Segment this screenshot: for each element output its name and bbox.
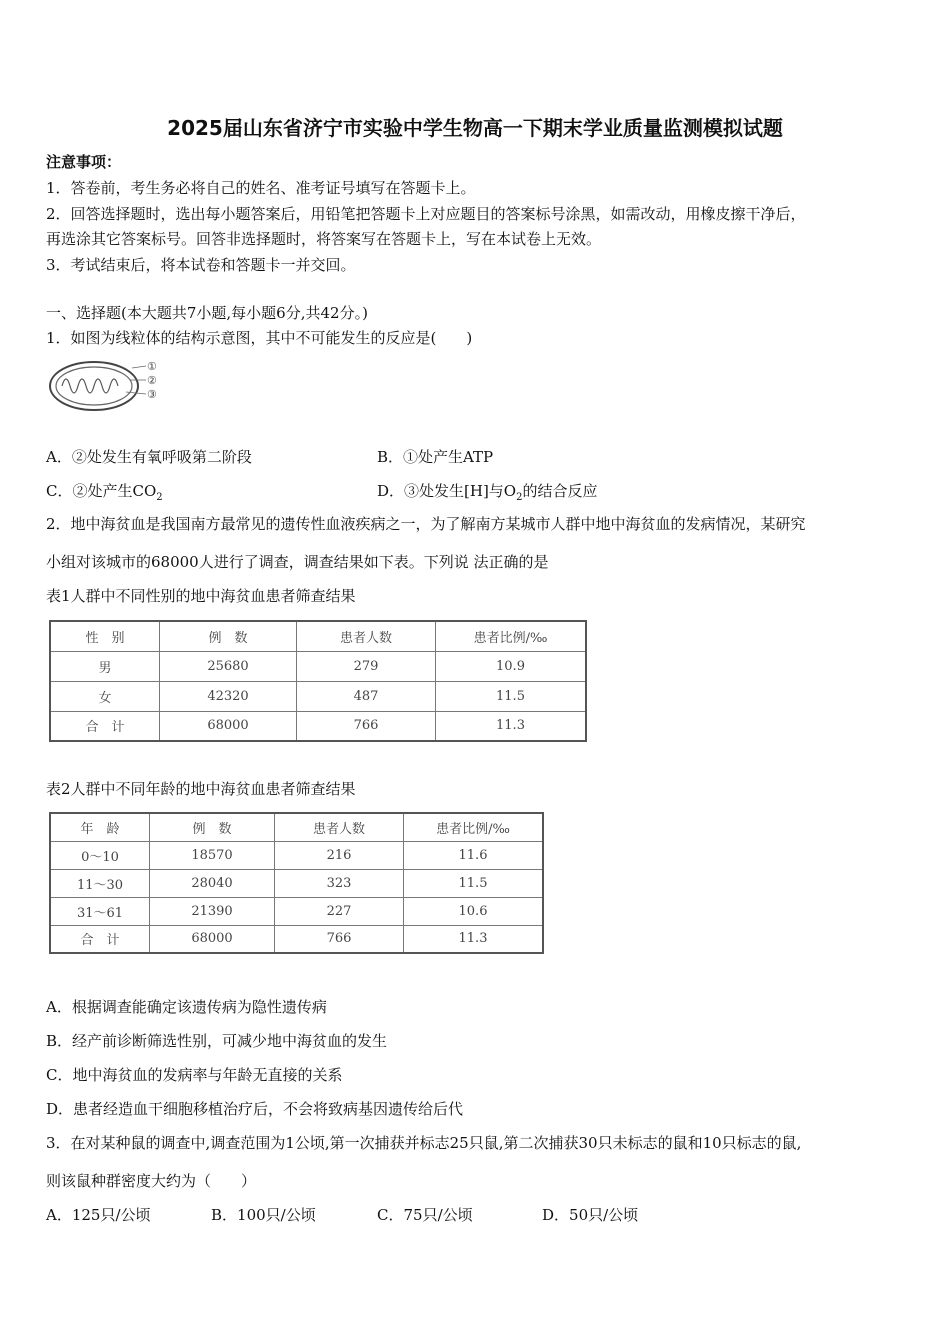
table-row — [50, 925, 543, 953]
notice-item: 2．回答选择题时，选出每小题答案后，用铅笔把答题卡上对应题目的答案标号涂黑，如需改动，用橡皮擦干净后， — [46, 205, 806, 223]
table-1 — [49, 620, 587, 742]
table-cell: 18570 — [150, 841, 275, 869]
table-2 — [49, 812, 544, 954]
table-cell: 28040 — [150, 869, 275, 897]
diagram-label: ② — [147, 374, 157, 387]
q2-option-d: D．患者经造血干细胞移植治疗后，不会将致病基因遗传给后代 — [46, 1100, 464, 1118]
notice-item: 1．答卷前，考生务必将自己的姓名、准考证号填写在答题卡上。 — [46, 179, 476, 197]
table-cell: 42320 — [160, 681, 297, 711]
table-header-cell: 患者比例/‰ — [436, 621, 587, 651]
table-header-cell: 年 龄 — [50, 813, 150, 841]
table-cell: 10.9 — [436, 651, 587, 681]
table-cell: 0～10 — [50, 841, 150, 869]
table-cell: 10.6 — [404, 897, 544, 925]
table-cell: 25680 — [160, 651, 297, 681]
q2-option-b: B．经产前诊断筛选性别，可减少地中海贫血的发生 — [46, 1032, 388, 1050]
table-cell: 男 — [50, 651, 160, 681]
table-header-row — [50, 813, 543, 841]
table-row — [50, 869, 543, 897]
table-cell: 216 — [275, 841, 404, 869]
table-header-cell: 例 数 — [160, 621, 297, 651]
subscript: 2 — [516, 492, 523, 503]
question-3-stem: 3．在对某种鼠的调查中,调查范围为1公顷,第一次捕获并标志25只鼠,第二次捕获30只未标志的鼠和10只标志的鼠, — [46, 1134, 802, 1152]
table-header-cell: 患者比例/‰ — [404, 813, 544, 841]
table-header-cell: 患者人数 — [275, 813, 404, 841]
table-cell: 11.3 — [404, 925, 544, 953]
q2-option-c: C．地中海贫血的发病率与年龄无直接的关系 — [46, 1066, 343, 1084]
table-2-caption: 表2人群中不同年龄的地中海贫血患者筛查结果 — [46, 780, 356, 798]
q3-option-b: B．100只/公顷 — [211, 1206, 316, 1224]
page-title: 2025届山东省济宁市实验中学生物高一下期末学业质量监测模拟试题 — [167, 116, 783, 140]
table-cell: 11.3 — [436, 711, 587, 741]
q1-option-d — [377, 480, 598, 503]
table-cell: 279 — [297, 651, 436, 681]
table-cell: 21390 — [150, 897, 275, 925]
question-3-stem-cont: 则该鼠种群密度大约为（ ） — [46, 1172, 257, 1190]
table-header-cell: 患者人数 — [297, 621, 436, 651]
q3-option-a: A．125只/公顷 — [46, 1206, 151, 1224]
table-cell: 68000 — [160, 711, 297, 741]
table-cell: 女 — [50, 681, 160, 711]
notice-item: 再选涂其它答案标号。回答非选择题时，将答案写在答题卡上，写在本试卷上无效。 — [46, 230, 602, 248]
table-cell: 合 计 — [50, 925, 150, 953]
table-row — [50, 681, 586, 711]
q1-option-a: A．②处发生有氧呼吸第二阶段 — [46, 448, 252, 466]
diagram-label: ③ — [147, 388, 157, 401]
table-cell: 68000 — [150, 925, 275, 953]
q3-option-d: D．50只/公顷 — [542, 1206, 639, 1224]
table-row — [50, 897, 543, 925]
notice-item: 3．考试结束后，将本试卷和答题卡一并交回。 — [46, 256, 356, 274]
question-1-stem: 1．如图为线粒体的结构示意图，其中不可能发生的反应是( ) — [46, 329, 473, 347]
table-cell: 11.5 — [404, 869, 544, 897]
subscript: 2 — [156, 492, 163, 503]
question-2-stem: 2．地中海贫血是我国南方最常见的遗传性血液疾病之一，为了解南方某城市人群中地中海贫血的发病情况，某研究 — [46, 515, 806, 533]
q2-option-a: A．根据调查能确定该遗传病为隐性遗传病 — [46, 998, 327, 1016]
question-2-stem-cont: 小组对该城市的68000人进行了调查，调查结果如下表。下列说 法正确的是 — [46, 553, 549, 571]
table-cell: 31～61 — [50, 897, 150, 925]
table-cell: 487 — [297, 681, 436, 711]
table-cell: 11.6 — [404, 841, 544, 869]
table-1-caption: 表1人群中不同性别的地中海贫血患者筛查结果 — [46, 587, 356, 605]
table-row — [50, 841, 543, 869]
table-header-cell: 性 别 — [50, 621, 160, 651]
notice-heading: 注意事项： — [46, 153, 122, 171]
option-d-text-end: 的结合反应 — [522, 482, 598, 500]
q1-option-b: B．①处产生ATP — [377, 448, 494, 466]
table-row — [50, 651, 586, 681]
q1-option-c — [46, 480, 163, 503]
table-header-cell: 例 数 — [150, 813, 275, 841]
option-c-text: C．②处产生CO — [46, 482, 157, 500]
table-cell: 766 — [275, 925, 404, 953]
table-cell: 323 — [275, 869, 404, 897]
diagram-label: ① — [147, 360, 157, 373]
table-cell: 227 — [275, 897, 404, 925]
table-cell: 11.5 — [436, 681, 587, 711]
table-row — [50, 711, 586, 741]
table-cell: 766 — [297, 711, 436, 741]
q3-option-c: C．75只/公顷 — [377, 1206, 473, 1224]
mitochondrion-diagram — [46, 356, 166, 416]
option-d-text: D．③处发生[H]与O — [377, 482, 517, 500]
section-heading: 一、选择题(本大题共7小题,每小题6分,共42分。) — [46, 304, 368, 322]
table-cell: 合 计 — [50, 711, 160, 741]
table-header-row — [50, 621, 586, 651]
table-cell: 11～30 — [50, 869, 150, 897]
